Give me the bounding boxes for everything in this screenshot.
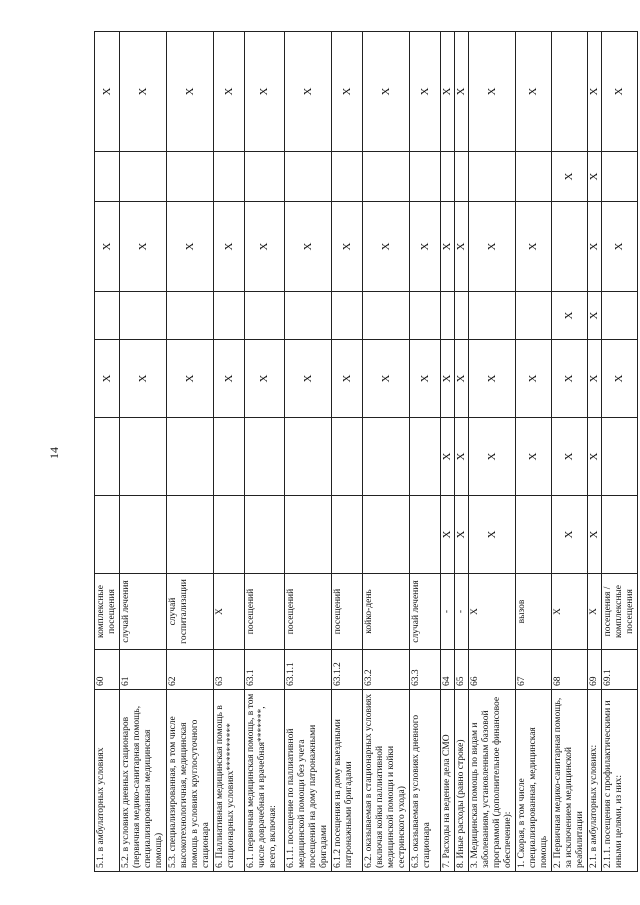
row-number: 69 — [588, 650, 602, 690]
table-row — [469, 32, 516, 872]
row-unit: X — [588, 574, 602, 650]
value-cell — [363, 418, 410, 496]
table-row — [441, 32, 455, 872]
value-cell: X — [602, 202, 638, 292]
value-cell — [167, 496, 214, 574]
value-cell: X — [410, 202, 441, 292]
value-cell: X — [469, 202, 516, 292]
value-cell — [455, 152, 469, 202]
value-cell — [245, 418, 285, 496]
row-label: 5.3. специализированная, в том числе высокотехнологичная, медицинская помощь в условиях круглосуточного стационара — [167, 690, 214, 872]
row-unit: посещения / комплексные посещения — [602, 574, 638, 650]
value-cell — [441, 152, 455, 202]
value-cell: X — [332, 340, 363, 418]
value-cell — [95, 152, 120, 202]
value-cell — [167, 292, 214, 340]
value-cell — [332, 292, 363, 340]
value-cell — [363, 152, 410, 202]
value-cell — [95, 418, 120, 496]
value-cell: X — [588, 202, 602, 292]
value-cell: X — [588, 496, 602, 574]
row-unit: X — [469, 574, 516, 650]
row-number: 64 — [441, 650, 455, 690]
value-cell — [410, 418, 441, 496]
row-number: 63.1.2 — [332, 650, 363, 690]
row-label: 8. Иные расходы (равно строке) — [455, 690, 469, 872]
value-cell — [120, 292, 167, 340]
value-cell — [516, 152, 552, 202]
row-label: 7. Расходы на ведение дела СМО — [441, 690, 455, 872]
value-cell: X — [363, 340, 410, 418]
row-number: 60 — [95, 650, 120, 690]
row-label: 6.1.2 посещения на дому выездными патронажными бригадами — [332, 690, 363, 872]
value-cell — [363, 292, 410, 340]
value-cell: X — [167, 340, 214, 418]
rotated-table-frame — [94, 32, 635, 872]
value-cell — [602, 292, 638, 340]
row-label: 2.1.1. посещения с профилактическими и иными целями, из них: — [602, 690, 638, 872]
table-row — [602, 32, 638, 872]
value-cell: X — [516, 418, 552, 496]
value-cell: X — [516, 202, 552, 292]
value-cell: X — [332, 202, 363, 292]
value-cell — [455, 292, 469, 340]
value-cell: X — [441, 32, 455, 152]
value-cell: X — [552, 292, 588, 340]
value-cell: X — [588, 292, 602, 340]
value-cell: X — [469, 340, 516, 418]
row-label: 6.1. первичная медицинская помощь, в том числе доврачебная и врачебная*******, всего, включая: — [245, 690, 285, 872]
value-cell: X — [469, 496, 516, 574]
table-row — [588, 32, 602, 872]
table-row — [455, 32, 469, 872]
table-body — [95, 32, 638, 872]
row-unit: - — [455, 574, 469, 650]
page-number: 14 — [47, 447, 61, 459]
row-unit: случай госпитализации — [167, 574, 214, 650]
value-cell: X — [455, 496, 469, 574]
value-cell: X — [285, 340, 332, 418]
value-cell: X — [441, 418, 455, 496]
value-cell: X — [588, 152, 602, 202]
value-cell: X — [455, 418, 469, 496]
table-row — [95, 32, 120, 872]
value-cell: X — [588, 32, 602, 152]
value-cell — [552, 202, 588, 292]
row-number: 62 — [167, 650, 214, 690]
row-label: 2. Первичная медико-санитарная помощь, за исключением медицинской реабилитации — [552, 690, 588, 872]
value-cell — [245, 152, 285, 202]
value-cell: X — [95, 340, 120, 418]
row-label: 5.1. в амбулаторных условиях — [95, 690, 120, 872]
row-unit: комплексные посещения — [95, 574, 120, 650]
value-cell: X — [120, 340, 167, 418]
value-cell — [214, 496, 245, 574]
value-cell: X — [455, 340, 469, 418]
value-cell: X — [245, 202, 285, 292]
row-number: 63.1.1 — [285, 650, 332, 690]
row-unit: - — [441, 574, 455, 650]
row-label: 6.2. оказываемая в стационарных условиях (включая койки паллиативной медицинской помощи и койки сестринского ухода) — [363, 690, 410, 872]
value-cell: X — [602, 32, 638, 152]
row-unit: X — [552, 574, 588, 650]
value-cell — [285, 292, 332, 340]
value-cell: X — [120, 32, 167, 152]
row-label: 5.2. в условиях дневных стационаров (первичная медико-санитарная помощь, специализированная медицинская помощь) — [120, 690, 167, 872]
row-number: 66 — [469, 650, 516, 690]
value-cell: X — [441, 496, 455, 574]
row-number: 67 — [516, 650, 552, 690]
value-cell: X — [410, 340, 441, 418]
value-cell: X — [332, 32, 363, 152]
value-cell: X — [516, 340, 552, 418]
table-row — [120, 32, 167, 872]
value-cell — [469, 152, 516, 202]
row-unit: случай лечения — [410, 574, 441, 650]
table-row — [552, 32, 588, 872]
value-cell — [285, 496, 332, 574]
value-cell: X — [588, 418, 602, 496]
value-cell: X — [245, 340, 285, 418]
value-cell — [441, 292, 455, 340]
value-cell: X — [516, 32, 552, 152]
row-unit: посещений — [245, 574, 285, 650]
row-unit: случай лечения — [120, 574, 167, 650]
table-row — [516, 32, 552, 872]
row-unit: койко-день — [363, 574, 410, 650]
value-cell: X — [469, 418, 516, 496]
table-row — [410, 32, 441, 872]
row-label: 6.1.1. посещение по паллиативной медицинской помощи без учета посещений на дому патронажными бригадами — [285, 690, 332, 872]
value-cell: X — [214, 202, 245, 292]
value-cell — [245, 292, 285, 340]
row-number: 61 — [120, 650, 167, 690]
value-cell — [95, 496, 120, 574]
row-unit: посещений — [285, 574, 332, 650]
value-cell — [332, 496, 363, 574]
value-cell: X — [95, 202, 120, 292]
row-number: 63.1 — [245, 650, 285, 690]
value-cell — [363, 496, 410, 574]
row-label: 1. Скорая, в том числе специализированная, медицинская помощь — [516, 690, 552, 872]
value-cell: X — [285, 202, 332, 292]
value-cell: X — [455, 202, 469, 292]
row-label: 2.1. в амбулаторных условиях: — [588, 690, 602, 872]
value-cell — [214, 152, 245, 202]
table-row — [245, 32, 285, 872]
row-unit: X — [214, 574, 245, 650]
value-cell: X — [455, 32, 469, 152]
value-cell — [120, 152, 167, 202]
value-cell — [469, 292, 516, 340]
table-row — [332, 32, 363, 872]
value-cell: X — [602, 340, 638, 418]
row-number: 63.2 — [363, 650, 410, 690]
value-cell — [410, 152, 441, 202]
row-number: 63.3 — [410, 650, 441, 690]
value-cell: X — [441, 340, 455, 418]
row-label: 6.3. оказываемая в условиях дневного стационара — [410, 690, 441, 872]
table-row — [285, 32, 332, 872]
value-cell — [516, 496, 552, 574]
row-label: 3. Медицинская помощь по видам и заболеваниям, установленным базовой программой (дополнительное финансовое обеспечение): — [469, 690, 516, 872]
value-cell — [602, 418, 638, 496]
value-cell — [214, 292, 245, 340]
table-row — [214, 32, 245, 872]
value-cell — [410, 292, 441, 340]
value-cell: X — [363, 202, 410, 292]
value-cell: X — [95, 32, 120, 152]
value-cell: X — [552, 340, 588, 418]
value-cell — [602, 152, 638, 202]
row-number: 68 — [552, 650, 588, 690]
value-cell: X — [120, 202, 167, 292]
value-cell — [516, 292, 552, 340]
value-cell: X — [469, 32, 516, 152]
data-table — [94, 31, 638, 872]
table-row — [363, 32, 410, 872]
value-cell — [214, 418, 245, 496]
table-row — [167, 32, 214, 872]
value-cell — [332, 418, 363, 496]
value-cell: X — [214, 32, 245, 152]
row-label: 6. Паллиативная медицинская помощь в стационарных условиях********** — [214, 690, 245, 872]
value-cell: X — [552, 496, 588, 574]
value-cell: X — [167, 202, 214, 292]
value-cell: X — [552, 418, 588, 496]
value-cell: X — [167, 32, 214, 152]
row-unit: вызов — [516, 574, 552, 650]
value-cell — [167, 418, 214, 496]
value-cell — [552, 32, 588, 152]
row-number: 63 — [214, 650, 245, 690]
value-cell — [285, 152, 332, 202]
value-cell: X — [588, 340, 602, 418]
row-unit: посещений — [332, 574, 363, 650]
value-cell — [167, 152, 214, 202]
value-cell — [95, 292, 120, 340]
value-cell — [285, 418, 332, 496]
value-cell: X — [410, 32, 441, 152]
value-cell — [120, 418, 167, 496]
row-number: 65 — [455, 650, 469, 690]
value-cell: X — [214, 340, 245, 418]
value-cell — [120, 496, 167, 574]
value-cell: X — [245, 32, 285, 152]
value-cell — [602, 496, 638, 574]
value-cell — [245, 496, 285, 574]
value-cell: X — [441, 202, 455, 292]
value-cell — [332, 152, 363, 202]
row-number: 69.1 — [602, 650, 638, 690]
table-container — [94, 32, 635, 872]
value-cell — [410, 496, 441, 574]
value-cell: X — [552, 152, 588, 202]
value-cell: X — [363, 32, 410, 152]
value-cell: X — [285, 32, 332, 152]
